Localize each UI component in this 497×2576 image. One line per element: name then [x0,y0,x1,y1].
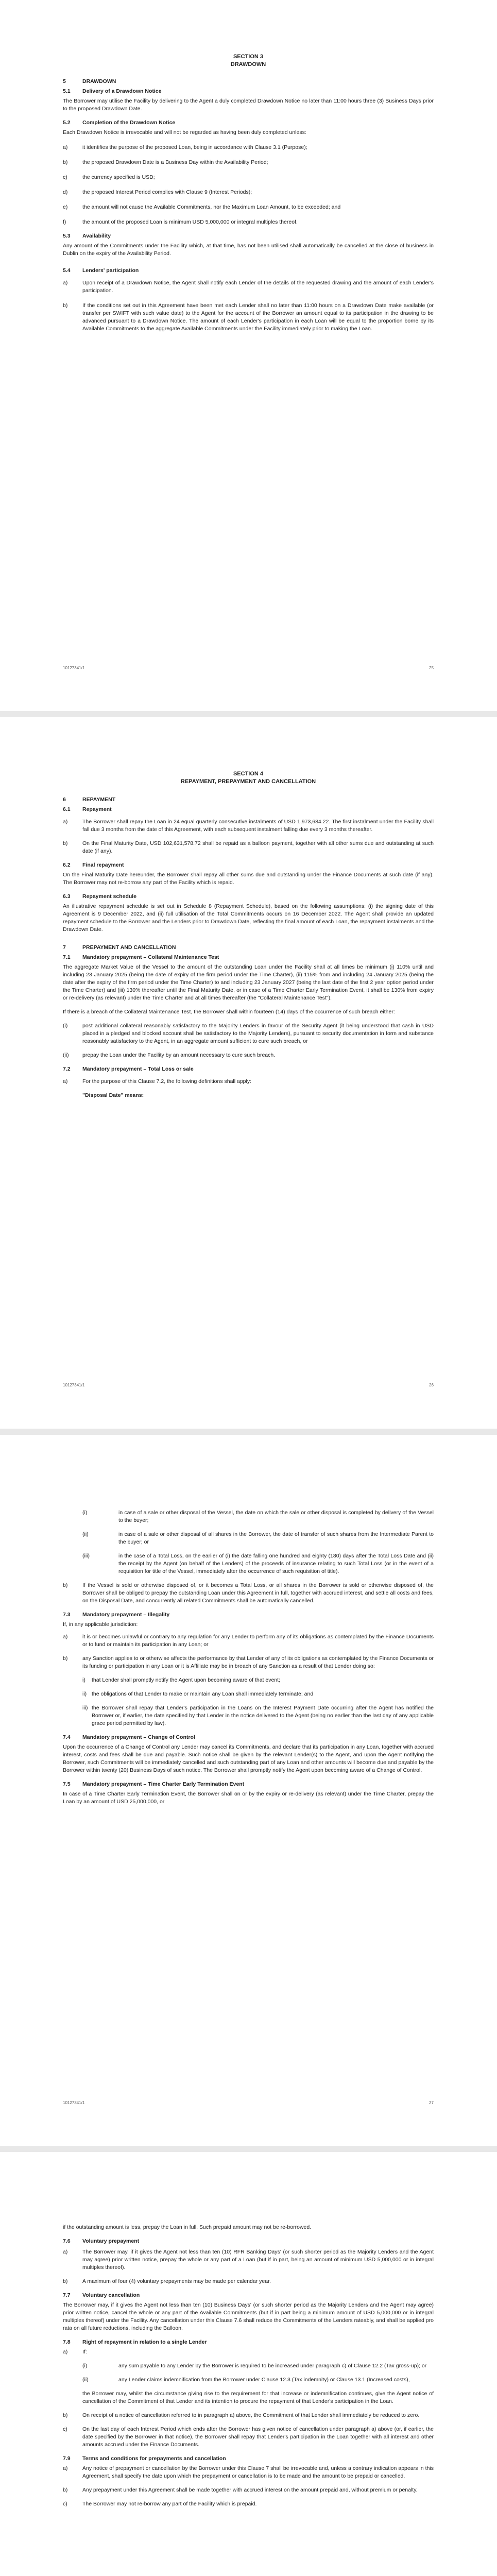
list-item: a) it is or becomes unlawful or contrary to any regulation for any Lender to perform any of its obligations as contemplated by the Finance Documents or to fund or maintain its participation in any Loan; or [63,1634,434,1648]
clause-heading-5-2: 5.2 Completion of the Drawdown Notice [63,120,176,126]
list-item: e) the amount will not cause the Available Commitments, nor the Maximum Loan Amount, to be exceeded; and [63,204,341,210]
list-item: b) the proposed Drawdown Date is a Business Day within the Availability Period; [63,159,268,165]
clause-heading-5-4: 5.4 Lenders' participation [63,267,139,274]
list-item: b) On receipt of a notice of cancellation referred to in paragraph a) above, the Commitment of that Lender shall immediately be reduced to zero. [63,2412,420,2418]
list-item: (ii) prepay the Loan under the Facility by an amount necessary to cure such breach. [63,1052,276,1058]
clause-text: if the outstanding amount is less, prepay the Loan in full. Such prepaid amount may not be re-borrowed. [63,2224,312,2230]
clause-heading-7-5: 7.5 Mandatory prepayment – Time Charter Early Termination Event [63,1781,245,1787]
list-item: c) the currency specified is USD; [63,174,155,180]
clause-text: The Borrower may, if it gives the Agent not less than ten (10) Business Days' (or such shorter period as the Majority Lenders and the Agent may agree) prior written notice, cancel the whole or any part of the Available Commitments (but if in part being a minimum amount of USD 5,000,000 or in integral multiples thereof) under the Facility. Any cancellation under this Clause 7.6 shall reduce the Commitments of the Lenders rateably, and shall be applied pro rata on all future reductions, including the Balloon. [63,2302,434,2331]
list-item: b) If the conditions set out in this Agreement have been met each Lender shall no later than 11:00 hours on a Drawdown Date make available (or transfer per SWIFT with such value date) to the Agent for the account of the Borrower an amount equal to its participation in the drawing to be advanced pursuant to a Drawdown Notice. The amount of each Lender's participation in each Loan will be equal to the proportion borne by its Available Commitments to the aggregate Available Commitments under the Facility immediately prior to making the Loan. [63,302,434,332]
clause-heading-7-6: 7.6 Voluntary prepayment [63,2238,140,2244]
clause-heading-5-3: 5.3 Availability [63,233,111,239]
page-number: 25 [429,666,434,670]
section-title: SECTION 3 [233,54,264,60]
list-item: c) On the last day of each Interest Period which ends after the Borrower has given notice of cancellation under paragraph a) above (or, if earlier, the date specified by the Borrower in that notice), the Borrower shall repay that Lender's participation in the Loan together with all interest and other amounts accrued under the Finance Documents. [63,2426,434,2448]
list-item: ii) the obligations of that Lender to make or maintain any Loan shall immediately terminate; and [82,1691,314,1697]
clause-heading-6-3: 6.3 Repayment schedule [63,893,137,900]
section-subtitle: DRAWDOWN [230,61,266,67]
clause-text: If, in any applicable jurisdiction: [63,1621,138,1628]
page-body [63,770,434,1099]
list-item: a) For the purpose of this Clause 7.2, the following definitions shall apply: [63,1078,252,1084]
page-body [63,53,434,337]
page-body [63,2222,434,2513]
doc-reference: 10127341/1 [63,666,85,670]
list-item: a) it identifies the purpose of the proposed Loan, being in accordance with Clause 3.1 (Purpose); [63,144,307,150]
clause-heading-7-2: 7.2 Mandatory prepayment – Total Loss or sale [63,1066,194,1072]
clause-heading-7: 7 PREPAYMENT AND CANCELLATION [63,944,176,951]
list-item: b) Any prepayment under this Agreement shall be made together with accrued interest on the amount prepaid and, without premium or penalty. [63,2487,418,2493]
clause-text: The Borrower may utilise the Facility by delivering to the Agent a duly completed Drawdown Notice no later than 11:00 hours three (3) Business Days prior to the proposed Drawdown Date. [63,98,434,112]
document-page-27 [0,1435,497,2146]
clause-heading-6-1: 6.1 Repayment [63,806,112,812]
document-page-25 [0,0,497,711]
clause-heading-6: 6 REPAYMENT [63,796,116,803]
clause-heading-5-1: 5.1 Delivery of a Drawdown Notice [63,88,162,94]
clause-text: The aggregate Market Value of the Vessel to the amount of the outstanding Loan under the Facility shall at all times be minimum (i) 110% until and including 23 January 2025 (being the date of expiry of the firm period under the Time Charter), (ii) 115% from and including 24 January 2025 (being the date after the expiry of the firm period under the Time Charter) to and including 23 January 2027 (being the last date of the first 2 year option period under the Time Charter) and (iii) 130% thereafter until the Final Maturity Date, or in case of a Time Charter Early Termination Event, it shall be 130% from expiry or re-delivery (as relevant) under the Time Charter and at all times thereafter (the "Collateral Maintenance Test"). [63,964,434,1001]
doc-reference: 10127341/1 [63,2100,85,2105]
list-item: (ii) in case of a sale or other disposal of all shares in the Borrower, the date of transfer of such shares from the Intermediate Parent to the buyer; or [82,1531,434,1545]
clause-heading-7-9: 7.9 Terms and conditions for prepayments and cancellation [63,2455,226,2462]
page-footer [63,1383,434,1387]
list-item: c) The Borrower may not re-borrow any part of the Facility which is prepaid. [63,2501,257,2507]
list-item: iii) the Borrower shall repay that Lender's participation in the Loans on the Interest Payment Date occurring after the Agent has notified the Borrower or, if earlier, the date specified by that Lender in the notice delivered to the Agent (being no earlier than the last day of any applicable grace period permitted by law). [82,1705,434,1726]
list-item: (iii) in the case of a Total Loss, on the earlier of (i) the date falling one hundred and eighty (180) days after the Total Loss Date and (ii) the receipt by the Agent (on behalf of the Lenders) of the proceeds of insurance relating to such Total Loss (or in the event of a requisition for title of the Vessel, immediately after the occurrence of such requisition of title). [82,1553,434,1574]
list-item: a) The Borrower may, if it gives the Agent not less than ten (10) RFR Banking Days' (or such shorter period as the Majority Lenders and the Agent may agree) prior written notice, prepay the whole or any part of a Loan (but if in part, being an amount of minimum USD 5,000,000 or in integral multiples thereof). [63,2249,434,2270]
clause-heading-6-2: 6.2 Final repayment [63,862,124,868]
list-item: (i) any sum payable to any Lender by the Borrower is required to be increased under paragraph c) of Clause 12.2 (Tax gross-up); or [82,2363,427,2369]
page-footer [63,2100,434,2105]
clause-text: Upon the occurrence of a Change of Control any Lender may cancel its Commitments, and declare that its participation in any Loan, together with accrued interest, costs and fees shall be due and payable. Such notice shall be given by the relevant Lender(s) to the Agent, and upon the Agent notifying the Borrower, such Commitments will be immediately cancelled and such outstanding part of any Loan and other amounts will become due and payable by the Borrower within twenty (20) Business Days of such notice. The Borrower shall promptly notify the Agent upon becoming aware of a Change of Control. [63,1744,434,1773]
definition-label: "Disposal Date" means: [82,1092,144,1098]
clause-heading-7-7: 7.7 Voluntary cancellation [63,2292,140,2298]
list-item: (i) post additional collateral reasonably satisfactory to the Majority Lenders in favour of the Security Agent (it being understood that cash in USD placed in a pledged and blocked account shall be satisfactory to the Majority Lenders), pursuant to security documentation in form and substance reasonably satisfactory to the Agent, in an aggregate amount sufficient to cure such breach, or [63,1023,434,1044]
list-item: (ii) any Lender claims indemnification from the Borrower under Clause 12.3 (Tax indemnity) or Clause 13.1 (Increased costs), [82,2377,410,2383]
clause-heading-7-8: 7.8 Right of repayment in relation to a single Lender [63,2339,207,2345]
document-page-26 [0,717,497,1429]
clause-text: If there is a breach of the Collateral Maintenance Test, the Borrower shall within fourteen (14) days of the occurrence of such breach either: [63,1009,395,1015]
list-item: a) The Borrower shall repay the Loan in 24 equal quarterly consecutive instalments of USD 1,973,684.22. The first instalment under the Facility shall fall due 3 months from the date of this Agreement, with each subsequent instalment falling due every 3 months thereafter. [63,819,434,833]
list-item: b) If the Vessel is sold or otherwise disposed of, or it becomes a Total Loss, or all shares in the Borrower is sold or otherwise disposed of, the Borrower shall be obliged to prepay the outstanding Loan under this Agreement in full, together with accrued interest, and settle all costs and fees, on the Disposal Date, and concurrently all related Commitments shall be automatically cancelled. [63,1582,434,1604]
section-subtitle: REPAYMENT, PREPAYMENT AND CANCELLATION [180,778,316,785]
list-item: b) On the Final Maturity Date, USD 102,631,578.72 shall be repaid as a balloon payment, together with all other sums due and outstanding at such date (if any). [63,840,434,854]
list-item: b) any Sanction applies to or otherwise affects the performance by that Lender of any of its obligations as contemplated by the Finance Documents or its funding or participation in any Loan or it is Affiliate may be in breach of any Sanction as a result of that Lender doing so: [63,1655,434,1669]
clause-text: the Borrower may, whilst the circumstance giving rise to the requirement for that increase or indemnification continues, give the Agent notice of cancellation of the Commitment of that Lender and its intention to procure the repayment of that Lender's participation in the Loan. [82,2391,434,2404]
section-title: SECTION 4 [233,771,264,777]
clause-text: An illustrative repayment schedule is set out in Schedule 8 (Repayment Schedule), based on the following assumptions: (i) the signing date of this Agreement is 9 December 2022, and (ii) full utilisation of the Total Commitments occurs on 16 December 2022. The Agent shall provide an updated repayment schedule to the Borrower and the Lenders prior to Drawdown Date, reflecting the final amount of each Loan, the repayment instalments and the Drawdown Date. [63,903,434,933]
page-number: 26 [429,1383,434,1387]
clause-text: Any amount of the Commitments under the Facility which, at that time, has not been utilised shall automatically be cancelled at the close of business in Dublin on the expiry of the Availability Period. [63,243,434,257]
clause-heading-7-4: 7.4 Mandatory prepayment – Change of Control [63,1734,195,1740]
list-item: a) If: [63,2349,87,2355]
clause-heading-7-3: 7.3 Mandatory prepayment – Illegality [63,1612,170,1618]
doc-reference: 10127341/1 [63,1383,85,1387]
clause-heading-5: 5 DRAWDOWN [63,78,116,84]
clause-heading-7-1: 7.1 Mandatory prepayment – Collateral Maintenance Test [63,954,219,960]
list-item: a) Upon receipt of a Drawdown Notice, the Agent shall notify each Lender of the details of the requested drawing and the amount of each Lender's participation. [63,280,434,294]
clause-text: Each Drawdown Notice is irrevocable and will not be regarded as having been duly completed unless: [63,129,306,135]
list-item: d) the proposed Interest Period complies with Clause 9 (Interest Periods); [63,189,252,195]
list-item: b) A maximum of four (4) voluntary prepayments may be made per calendar year. [63,2278,271,2284]
list-item: i) that Lender shall promptly notify the Agent upon becoming aware of that event; [82,1677,280,1683]
page-number: 27 [429,2100,434,2105]
document-page-28 [0,2152,497,2576]
list-item: a) Any notice of prepayment or cancellation by the Borrower under this Clause 7 shall be irrevocable and, unless a contrary indication appears in this Agreement, shall specify the date upon which the prepayment or cancellation is to be made and the amount to be prepaid or cancelled. [63,2465,434,2479]
clause-text: On the Final Maturity Date hereunder, the Borrower shall repay all other sums due and outstanding under the Finance Documents at such date (if any). The Borrower may not re-borrow any part of the Facility which is repaid. [63,872,434,886]
clause-text: In case of a Time Charter Early Termination Event, the Borrower shall on or by the expiry or re-delivery (as relevant) under the Time Charter, prepay the Loan by an amount of USD 25,000,000, or [63,1791,434,1805]
list-item: (i) in case of a sale or other disposal of the Vessel, the date on which the sale or other disposal is completed by delivery of the Vessel to the buyer; [82,1510,434,1523]
list-item: f) the amount of the proposed Loan is minimum USD 5,000,000 or integral multiples thereof. [63,219,298,225]
page-body [63,1504,434,1808]
page-footer [63,666,434,670]
